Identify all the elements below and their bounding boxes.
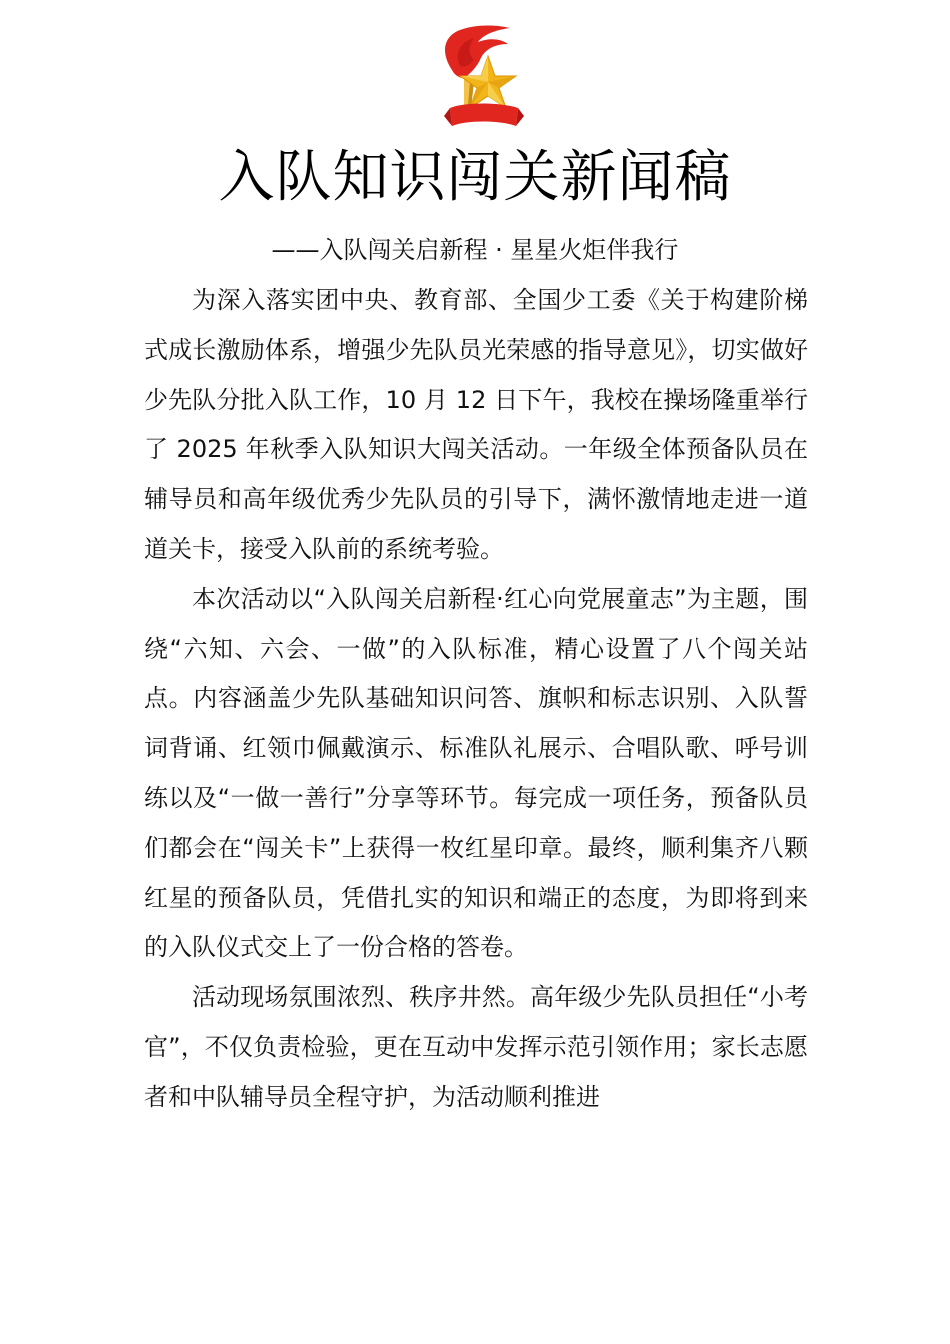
paragraph: 为深入落实团中央、教育部、全国少工委《关于构建阶梯式成长激励体系，增强少先队员光荣感的指导意见》，切实做好少先队分批入队工作，10 月 12 日下午，我校在操场隆重举行了 2025 年秋季入队知识大闯关活动。一年级全体预备队员在辅导员和高年级优秀少先队员的引导下，满怀激情地走进一道道关卡，接受入队前的系统考验。 (144, 286, 808, 563)
paragraph: 本次活动以“入队闯关启新程·红心向党展童志”为主题，围绕“六知、六会、一做”的入队标准，精心设置了八个闯关站点。内容涵盖少先队基础知识问答、旗帜和标志识别、入队誓词背诵、红领巾佩戴演示、标准队礼展示、合唱队歌、呼号训练以及“一做一善行”分享等环节。每完成一项任务，预备队员们都会在“闯关卡”上获得一枚红星印章。最终，顺利集齐八颗红星的预备队员，凭借扎实的知识和端正的态度，为即将到来的入队仪式交上了一份合格的答卷。 (144, 584, 808, 962)
page-subtitle: ——入队闯关启新程 · 星星火炬伴我行 (271, 236, 679, 264)
page-title: 入队知识闯关新闻稿 (218, 145, 732, 210)
article-body (144, 276, 808, 1123)
young-pioneers-emblem-icon (430, 22, 530, 134)
paragraph: 活动现场氛围浓烈、秩序井然。高年级少先队员担任“小考官”，不仅负责检验，更在互动中发挥示范引领作用；家长志愿者和中队辅导员全程守护，为活动顺利推进 (144, 983, 808, 1111)
